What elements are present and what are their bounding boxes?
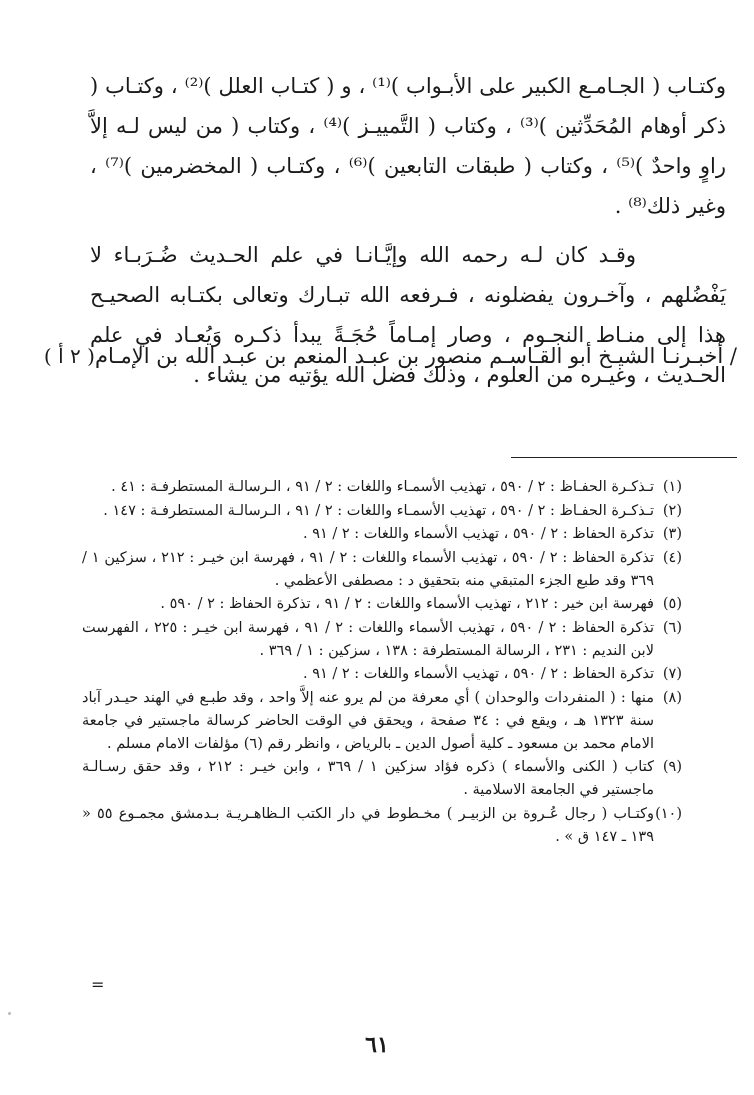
footnote-text: فهرسة ابن خير : ٢١٢ ، تهذيب الأسماء واللغات : ٢ / ٩١ ، تذكرة الحفاظ : ٢ / ٥٩٠ .	[160, 596, 654, 612]
footnote-text: كتاب ( الكنى والأسماء ) ذكره فؤاد سزكين ١ / ٣٦٩ ، وابن خيـر : ٢١٢ ، وقد حقق رسـالـة ماجستير في الجامعة الاسلامية .	[82, 759, 655, 798]
scan-speck	[8, 1012, 11, 1015]
footnote-number: (١٠)	[655, 805, 682, 822]
manuscript-line-text: / أخبـرنـا الشيـخ أبو القـاسـم منصور بن عبـد المنعم بن عبـد الله بن الإمـام	[94, 344, 737, 368]
footnote-10	[82, 803, 682, 849]
page-number: ٦١	[365, 1032, 389, 1058]
footnote-text: تذكرة الحفاظ : ٢ / ٥٩٠ ، تهذيب الأسماء واللغات : ٢ / ٩١ ، فهرسة ابن خيـر : ٢٢٥ ، الفهرست لابن النديم : ٢٣١ ، الرسالة المستطرفة : ١٣٨ ، سزكين : ١ / ٣٦٩ .	[82, 619, 654, 659]
footnote-number: (٥)	[662, 596, 682, 612]
body-paragraph-2: وقـد كان لـه رحمه الله وإيَّـانـا في علم الحـديث ضُـرَبـاء لا يَفْضُلهم ، وآخـرون يفضلونه ، فـرفعه الله تبـارك وتعالى بكتـابه الصحيـح هذا إلى منـاط النجـوم ، وصار إمـاماً حُجَـةً يبدأ ذكـره وَيُعـاد في علم الحـديث ، وغيـره من العلوم ، وذلك فضل الله يؤتيه من يشاء .	[90, 243, 726, 387]
footnote-number: (٦)	[662, 619, 682, 636]
manuscript-line	[43, 336, 737, 376]
footnote-separator	[511, 457, 737, 458]
footnotes	[82, 476, 682, 849]
footnote-5	[82, 593, 682, 616]
footnote-number: (٢)	[662, 502, 682, 519]
footnote-4	[82, 547, 682, 593]
footnote-8	[82, 687, 682, 756]
footnote-1	[82, 476, 682, 499]
footnote-6	[82, 617, 682, 663]
footnote-7	[82, 663, 682, 686]
footnote-9	[82, 756, 682, 802]
footnote-text: تذكرة الحفاظ : ٢ / ٥٩٠ ، تهذيب الأسماء واللغات : ٢ / ٩١ ، فهرسة ابن خيـر : ٢١٢ ، سزكين ١ / ٣٦٩ وقد طبع الجزء المتبقي منه بتحقيق د : مصطفى الأعظمي .	[82, 549, 654, 589]
body-paragraph-1: وكتـاب ( الجـامـع الكبير على الأبـواب )⁽¹⁾ ، و ( كتـاب العلل )⁽²⁾ ، وكتـاب ( ذكر أوهام المُحَدِّثين )⁽³⁾ ، وكتاب ( التَّمييـز )⁽⁴⁾ ، وكتاب ( من ليس لـه إلاَّ راوٍ واحدٌ )⁽⁵⁾ ، وكتاب ( طبقات التابعين )⁽⁶⁾ ، وكتـاب ( المخضرمين )⁽⁷⁾ ، وغير ذلك⁽⁸⁾ .	[90, 74, 727, 218]
footnote-2	[82, 500, 682, 523]
footnote-text: منها : ( المنفردات والوحدان ) أي معرفة من لم يرو عنه إلاَّ واحد ، وقد طبـع في الهند حيـدر آباد سنة ١٣٢٣ هـ ، ويقع في : ٣٤ صفحة ، ويحقق في الوقت الحاضر كرسالة ماجستير في جامعة الامام محمد بن مسعود ـ كلية أصول الدين ـ بالرياض ، وانظر رقم (٦) مؤلفات الامام مسلم .	[82, 689, 654, 752]
footnote-text: وكتـاب ( رجال عُـروة بن الزبيـر ) مخـطوط في دار الكتب الـظاهـريـة بـدمشق مجمـوع ٥٥ « ١٣٩ ـ ١٤٧ ق » .	[82, 805, 654, 845]
footnote-3	[82, 523, 682, 546]
footnote-number: (٤)	[662, 549, 682, 566]
footnote-text: تـذكـرة الحفـاظ : ٢ / ٥٩٠ ، تهذيب الأسمـاء واللغات : ٢ / ٩١ ، الـرسالـة المستطرفـة : ١٤٧ .	[103, 502, 654, 519]
footnote-number: (٨)	[662, 689, 682, 706]
manuscript-folio-ref: ( ٢ أ )	[43, 344, 95, 368]
footnote-text: تذكرة الحفاظ : ٢ / ٥٩٠ ، تهذيب الأسماء واللغات : ٢ / ٩١ .	[302, 666, 654, 682]
footnote-text: تـذكـرة الحفـاظ : ٢ / ٥٩٠ ، تهذيب الأسمـاء واللغات : ٢ / ٩١ ، الـرسالـة المستطرفـة : ٤١ .	[111, 479, 654, 495]
footnote-number: (١)	[662, 479, 682, 495]
footnote-number: (٩)	[662, 759, 683, 775]
footnote-text: تذكرة الحفاظ : ٢ / ٥٩٠ ، تهذيب الأسماء واللغات : ٢ / ٩١ .	[302, 526, 654, 542]
continuation-mark: =	[91, 975, 105, 994]
footnote-number: (٣)	[662, 526, 682, 542]
footnote-number: (٧)	[662, 666, 682, 682]
